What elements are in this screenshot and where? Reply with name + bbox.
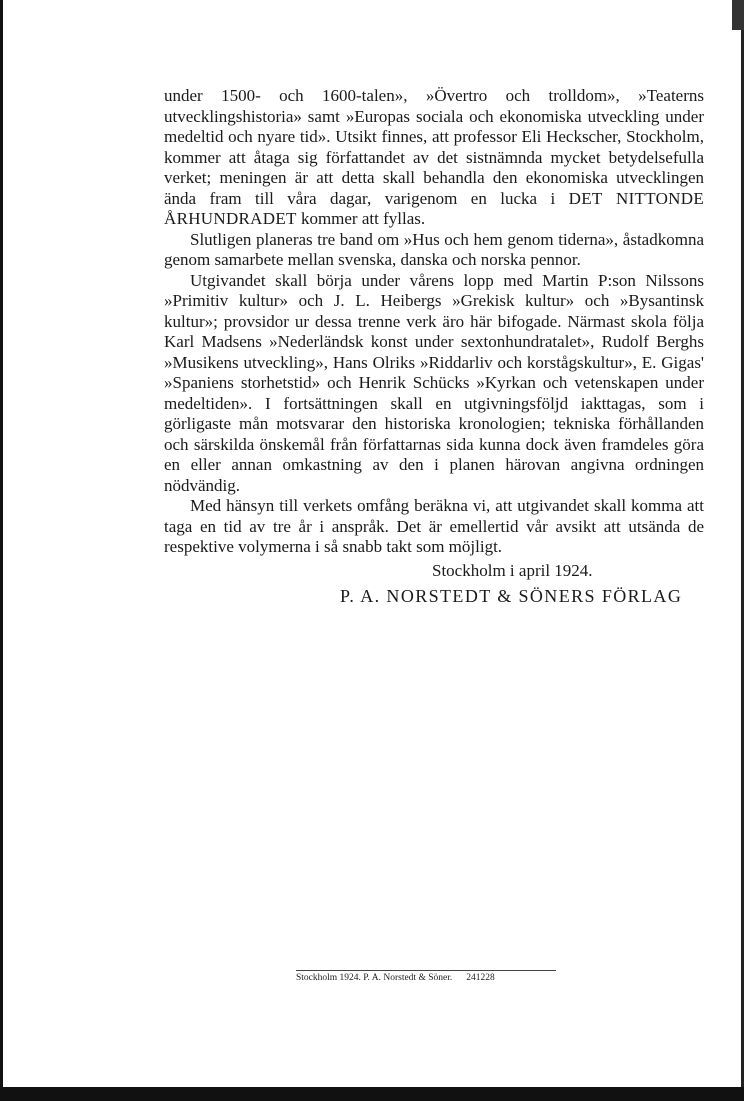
paragraph-3: Utgivandet skall börja under vårens lopp med Martin P:son Nilssons »Primitiv kultur» och J. L. Heibergs »Grekisk kultur» och »Bysantinsk kultur»; provsidor ur dessa trenne verk äro här bifogade. Närmast skola följa Karl Madsens »Nederländsk konst under sextonhundratalet», Rudolf Berghs »Musikens utveckling», Hans Olriks »Riddarliv och korstågskultur», E. Gigas' »Spaniens storhetstid» och Henrik Schücks »Kyrkan och vetenskapen under medeltiden». I fortsättningen skall en utgivningsföljd iakttagas, som i görligaste mån motsvarar den historiska kronologien; tekniska förhållanden och särskilda önskemål från författarnas sida kunna dock även framdeles göra en eller annan omkastning av den i planen härovan angivna ordningen nödvändig.	[164, 270, 704, 495]
caps-tail: kommer att fyllas.	[296, 209, 426, 228]
caps-phrase: DET NITTONDE ÅRHUNDRADET	[164, 188, 705, 228]
main-text	[164, 86, 704, 608]
printer-colophon	[296, 970, 556, 983]
paragraph-2: Slutligen planeras tre band om »Hus och hem genom tiderna», åstadkomna genom samarbete mellan svenska, danska och norska pennor.	[164, 229, 704, 269]
place-and-date: Stockholm i april 1924.	[432, 560, 593, 580]
print-code: 241228	[466, 973, 495, 983]
scan-border-left	[0, 0, 3, 1101]
printer-name: Stockholm 1924. P. A. Norstedt & Söner.	[296, 973, 453, 983]
paragraph-4: Med hänsyn till verkets omfång beräkna vi, att utgivandet skall komma att taga en tid av tre år i anspråk. Det är emellertid vår avsikt att utsända de respektive volymerna i så snabb takt som möjligt.	[164, 496, 704, 556]
paragraph-1-text: under 1500- och 1600-talen», »Övertro och trolldom», »Teaterns utvecklingshistoria» samt »Europas sociala och ekonomiska utveckling under medeltid och nyare tid». Utsikt finnes, att professor Eli Heckscher, Stockholm, kommer att åtaga sig författandet av det sistnämnda mycket betydelsefulla verket; meningen är att detta skall behandla den ekonomiska utvecklingen ända fram till våra dagar, varigenom en lucka i	[164, 86, 704, 208]
publisher-signature: P. A. NORSTEDT & SÖNERS FÖRLAG	[340, 585, 683, 606]
scan-border-bottom	[0, 1087, 744, 1101]
paragraph-continuation	[164, 86, 704, 230]
scan-corner-shadow	[732, 0, 744, 30]
